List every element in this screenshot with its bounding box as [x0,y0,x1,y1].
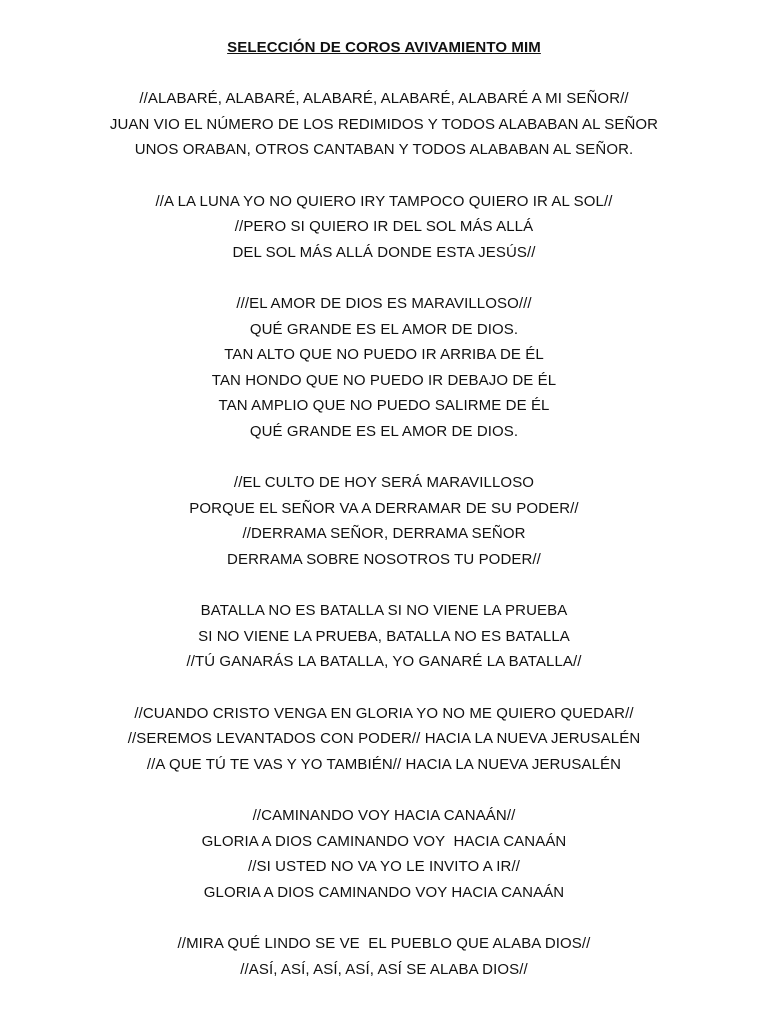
stanza [0,470,768,572]
lyric-line: //TÚ GANARÁS LA BATALLA, YO GANARÉ LA BATALLA// [186,653,582,670]
lyric-line: //SI USTED NO VA YO LE INVITO A IR// [247,858,521,875]
stanza [0,931,768,982]
stanza [0,86,768,163]
lyric-line: JUAN VIO EL NÚMERO DE LOS REDIMIDOS Y TODOS ALABABAN AL SEÑOR [109,115,659,133]
lyric-line: //A LA LUNA YO NO QUIERO IRY TAMPOCO QUIERO IR AL SOL// [155,192,613,210]
lyric-line: //CAMINANDO VOY HACIA CANAÁN// [252,807,516,824]
lyric-line: UNOS ORABAN, OTROS CANTABAN Y TODOS ALABABAN AL SEÑOR. [134,141,634,158]
stanza [0,701,768,778]
lyric-line: GLORIA A DIOS CAMINANDO VOY HACIA CANAÁN [201,832,567,850]
lyric-line: ///EL AMOR DE DIOS ES MARAVILLOSO/// [236,295,532,312]
lyric-line: DEL SOL MÁS ALLÁ DONDE ESTA JESÚS// [232,243,536,261]
lyric-line: //PERO SI QUIERO IR DEL SOL MÁS ALLÁ [234,218,534,235]
lyric-line: DERRAMA SOBRE NOSOTROS TU PODER// [227,550,541,568]
lyric-line: //DERRAMA SEÑOR, DERRAMA SEÑOR [242,525,526,542]
lyric-line: //A QUE TÚ TE VAS Y YO TAMBIÉN// HACIA LA NUEVA JERUSALÉN [146,755,622,773]
lyric-line: //SEREMOS LEVANTADOS CON PODER// HACIA LA NUEVA JERUSALÉN [127,730,641,747]
lyric-line: QUÉ GRANDE ES EL AMOR DE DIOS. [249,422,519,440]
stanza [0,291,768,444]
lyric-line: QUÉ GRANDE ES EL AMOR DE DIOS. [249,320,519,338]
lyric-line: //ASÍ, ASÍ, ASÍ, ASÍ, ASÍ SE ALABA DIOS// [240,960,528,978]
lyric-line: TAN AMPLIO QUE NO PUEDO SALIRME DE ÉL [218,397,550,414]
lyric-line: //ALABARÉ, ALABARÉ, ALABARÉ, ALABARÉ, ALABARÉ A MI SEÑOR// [139,90,629,107]
stanza [0,598,768,675]
lyric-line: TAN ALTO QUE NO PUEDO IR ARRIBA DE ÉL [224,346,544,363]
stanza [0,189,768,266]
lyric-line: //CUANDO CRISTO VENGA EN GLORIA YO NO ME QUIERO QUEDAR// [134,704,634,722]
lyric-line: GLORIA A DIOS CAMINANDO VOY HACIA CANAÁN [203,883,565,901]
lyric-line: TAN HONDO QUE NO PUEDO IR DEBAJO DE ÉL [211,371,557,389]
lyric-line: BATALLA NO ES BATALLA SI NO VIENE LA PRUEBA [200,602,568,619]
lyric-line: PORQUE EL SEÑOR VA A DERRAMAR DE SU PODER// [189,499,579,517]
lyric-line: //EL CULTO DE HOY SERÁ MARAVILLOSO [233,474,535,491]
lyric-line: //MIRA QUÉ LINDO SE VE EL PUEBLO QUE ALABA DIOS// [177,935,591,952]
stanza [0,803,768,905]
document-title: SELECCIÓN DE COROS AVIVAMIENTO MIM [227,39,541,56]
lyric-line: SI NO VIENE LA PRUEBA, BATALLA NO ES BATALLA [198,627,570,645]
